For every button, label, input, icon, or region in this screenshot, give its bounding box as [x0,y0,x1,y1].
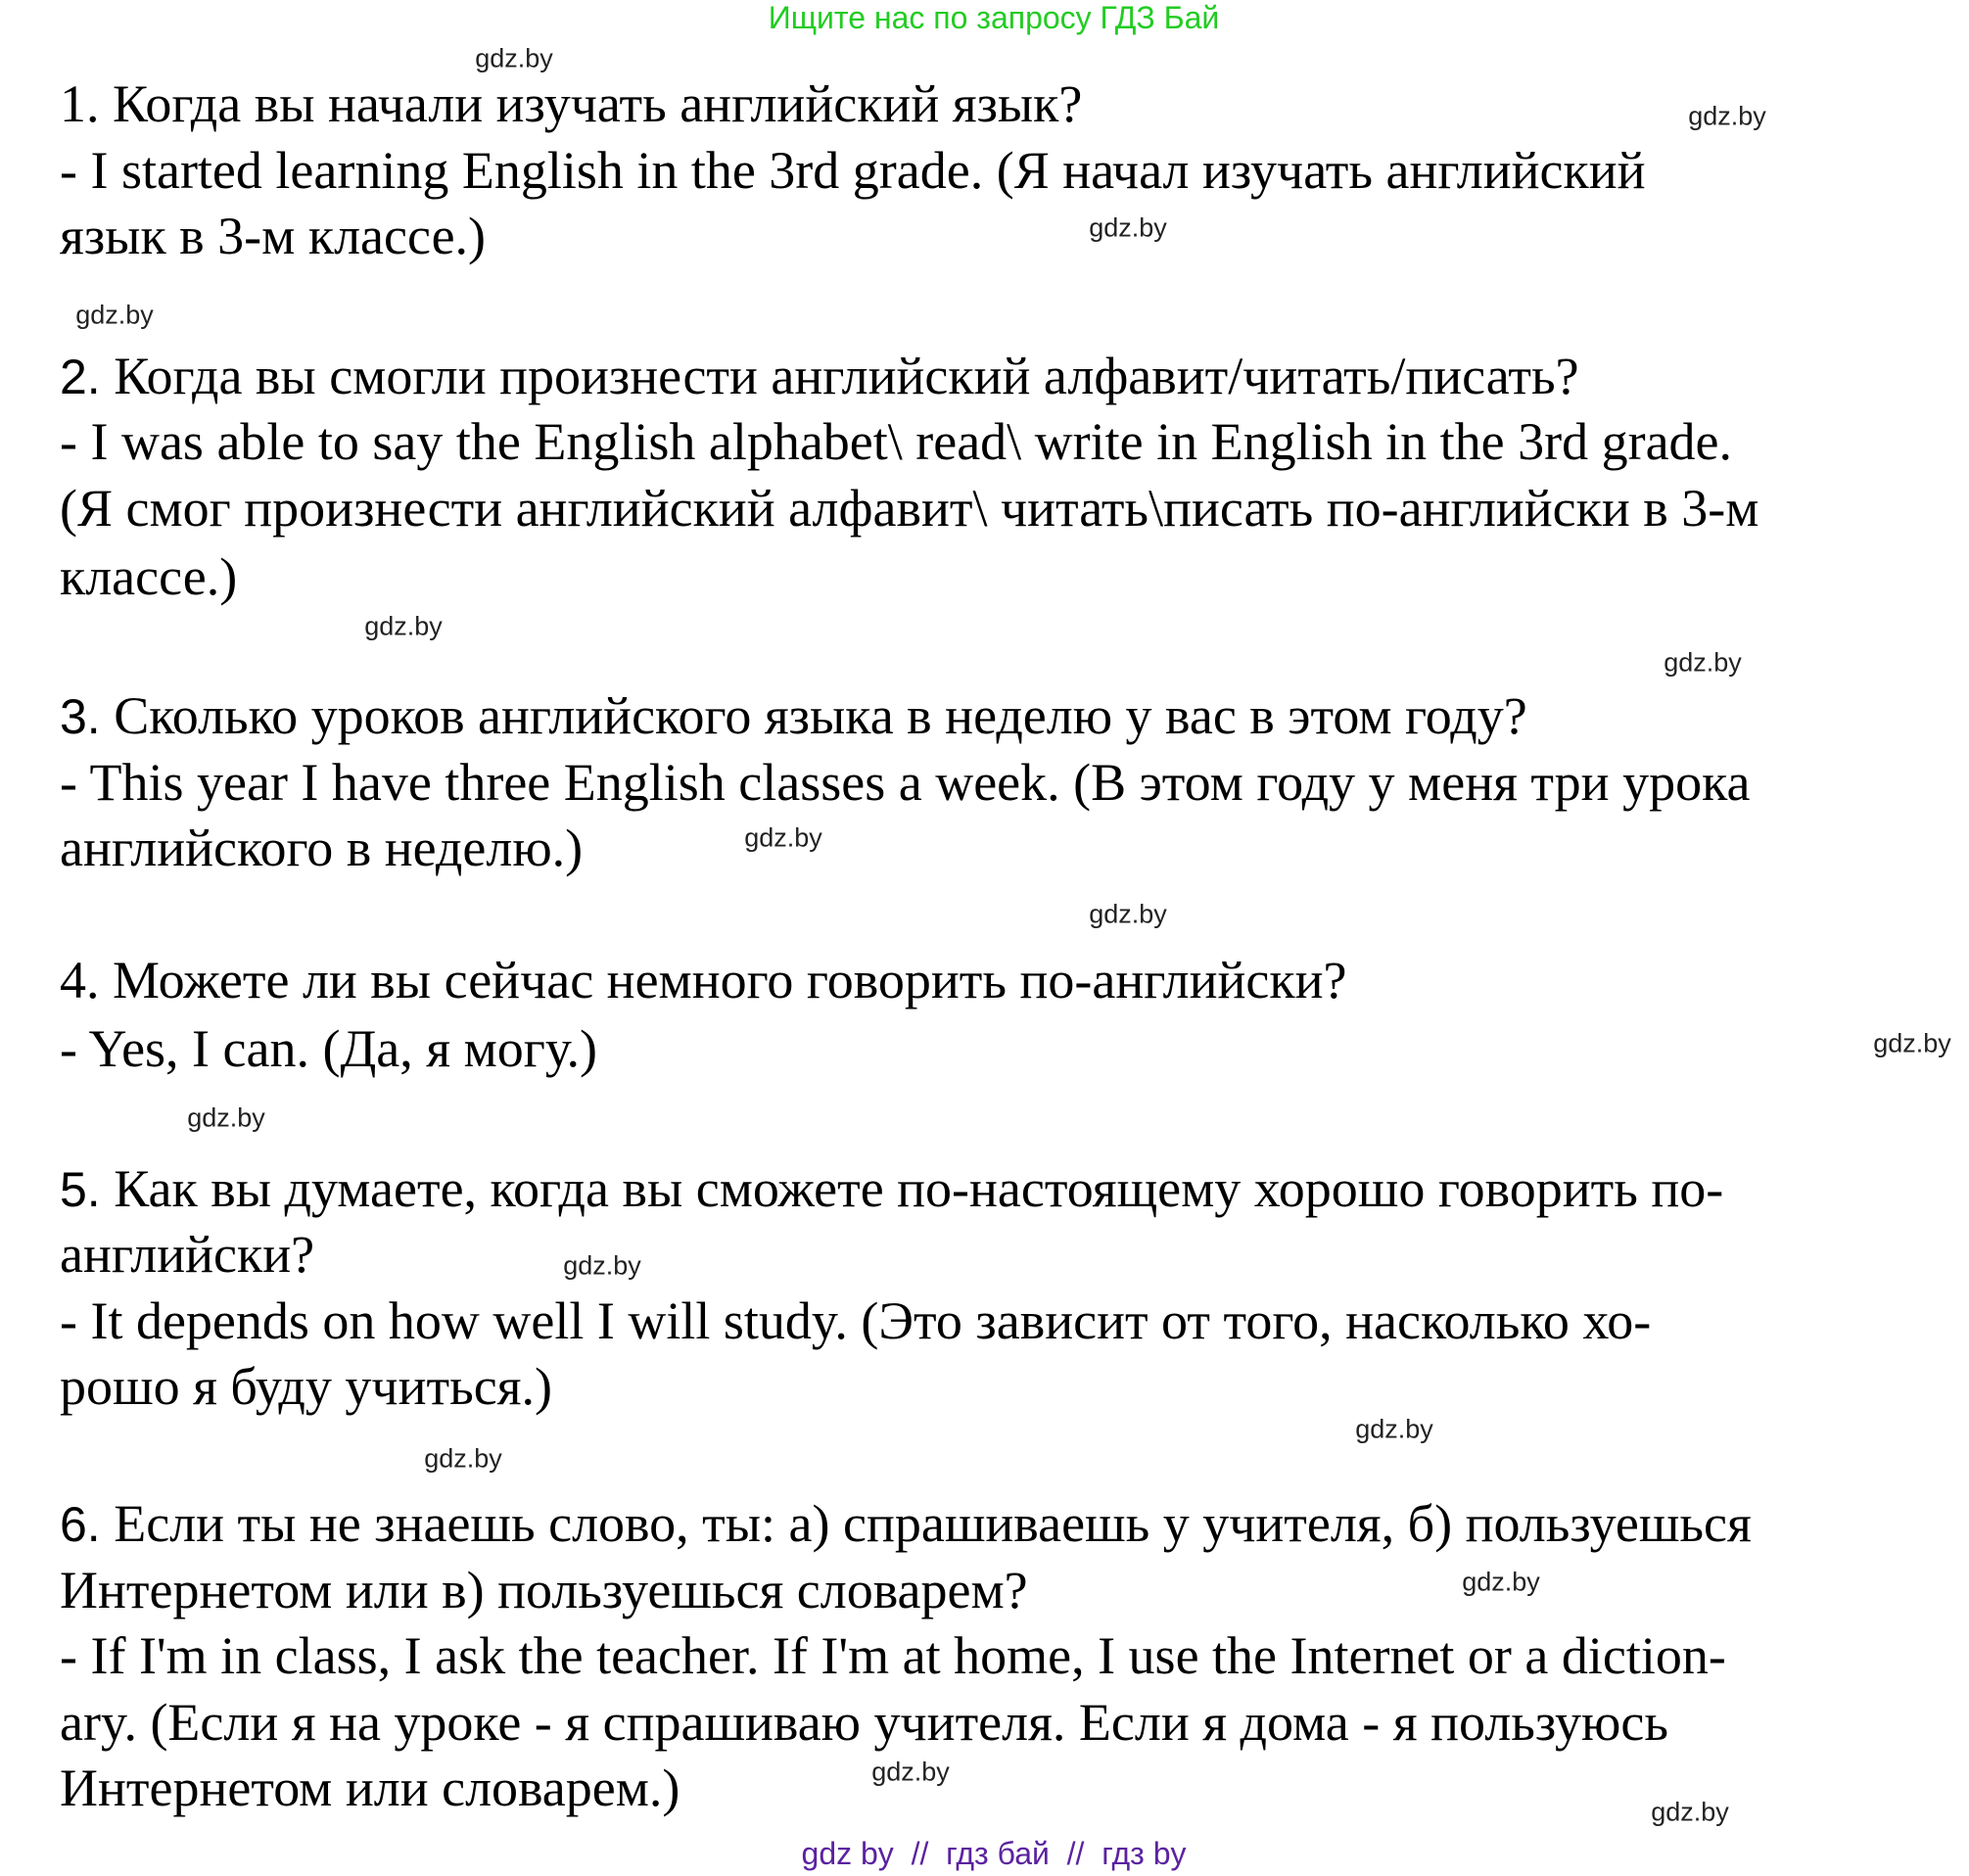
question-2 [60,347,1579,405]
question-text: Как вы думаете, когда вы сможете по-настоящему хорошо говорить по- [100,1159,1724,1218]
question-line: английски? [60,1225,315,1284]
watermark: gdz.by [1664,647,1742,678]
question-number: 2. [60,350,101,404]
question-text: Когда вы смогли произнести английский алфавит/читать/писать? [100,347,1579,405]
watermark: gdz.by [187,1102,265,1133]
watermark: gdz.by [1688,101,1766,131]
question-text: Если ты не знаешь слово, ты: а) спрашиваешь у учителя, б) пользуешься [100,1494,1752,1553]
watermark: gdz.by [1873,1028,1951,1058]
answer-line: - If I'm in class, I ask the teacher. If I'm at home, I use the Internet or a diction- [60,1626,1726,1685]
answer-line: рошо я буду учиться.) [60,1357,552,1416]
answer-line: язык в 3-м классе.) [60,207,487,265]
question-line: Интернетом или в) пользуешься словарем? [60,1561,1028,1619]
question-text: Сколько уроков английского языка в неделю у вас в этом году? [100,686,1527,745]
watermark: gdz.by [1089,899,1167,929]
question-3 [60,686,1527,745]
answer-line: - I was able to say the English alphabet\ read\ write in English in the 3rd grade. [60,412,1733,471]
question-6 [60,1494,1752,1553]
answer-line: ary. (Если я на уроке - я спрашиваю учителя. Если я дома - я пользуюсь [60,1693,1668,1752]
watermark: gdz.by [744,822,822,853]
watermark: gdz.by [1355,1414,1433,1444]
watermark: gdz.by [75,300,154,330]
question-number: 6. [60,1497,101,1552]
answer-line: - It depends on how well I will study. (Это зависит от того, насколько хо- [60,1291,1652,1350]
question-number: 3. [60,689,101,744]
watermark: gdz.by [364,611,443,641]
question-1 [60,74,1083,133]
question-number: 4. [60,951,100,1009]
watermark: gdz.by [563,1250,641,1281]
watermark: gdz.by [1089,212,1167,243]
answer-line: - I started learning English in the 3rd grade. (Я начал изучать английский [60,141,1646,200]
question-text: Когда вы начали изучать английский язык? [99,74,1083,133]
watermark: gdz.by [424,1443,502,1474]
watermark: gdz.by [871,1757,950,1787]
answer-line: - This year I have three English classes a week. (В этом году у меня три урока [60,753,1751,812]
question-5 [60,1159,1724,1218]
answer-line: английского в неделю.) [60,819,584,877]
question-number: 5. [60,1162,101,1217]
answer-line: классе.) [60,547,238,606]
watermark: gdz.by [475,43,553,73]
answer-line: - Yes, I can. (Да, я могу.) [60,1019,597,1078]
site-footer: gdz by // гдз бай // гдз by [801,1836,1187,1871]
watermark: gdz.by [1651,1797,1729,1827]
answer-line: Интернетом или словарем.) [60,1759,680,1817]
watermark: gdz.by [1462,1567,1540,1597]
answer-line: (Я смог произнести английский алфавит\ читать\писать по-английски в 3-м [60,479,1759,538]
question-4 [60,951,1347,1009]
question-text: Можете ли вы сейчас немного говорить по-английски? [99,951,1347,1009]
question-number: 1. [60,74,100,133]
search-hint-header: Ищите нас по запросу ГДЗ Бай [768,0,1220,35]
